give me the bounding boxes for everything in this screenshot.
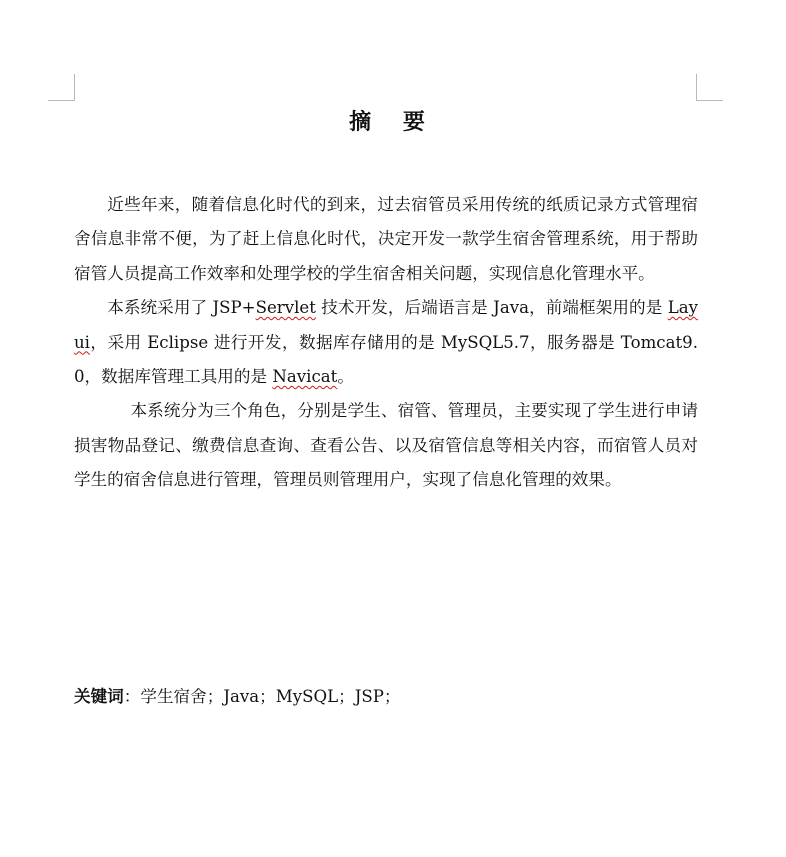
margin-corner-mark-top-left: [48, 74, 75, 101]
paragraph-text: 本系统分为三个角色，分别是学生、宿管、管理员，主要实现了学生进行申请损害物品登记、缴费信息查询、查看公告、以及宿管信息等相关内容，而宿管人员对学生的宿舍信息进行管理，管理员则管理用户，实现了信息化管理的效果。: [74, 401, 698, 490]
keywords-line: [74, 682, 698, 712]
spellcheck-flagged-word: Servlet: [255, 298, 316, 318]
abstract-paragraph-2: [74, 291, 698, 394]
abstract-body: [74, 188, 698, 498]
spellcheck-flagged-word: Layui: [74, 298, 698, 352]
spellcheck-flagged-word: Navicat: [272, 367, 338, 387]
keywords-separator: ：: [123, 687, 141, 706]
abstract-paragraph-1: [74, 188, 698, 291]
paragraph-text: 近些年来，随着信息化时代的到来，过去宿管员采用传统的纸质记录方式管理宿舍信息非常不便，为了赶上信息化时代，决定开发一款学生宿舍管理系统，用于帮助宿管人员提高工作效率和处理学校的学生宿舍相关问题，实现信息化管理水平。: [74, 195, 698, 283]
paragraph-text: 本系统采用了 JSP+: [107, 298, 256, 318]
paragraph-text: 。: [337, 367, 354, 387]
margin-corner-mark-top-right: [696, 74, 723, 101]
abstract-paragraph-3: [74, 394, 698, 497]
keywords-value: 学生宿舍；Java；MySQL；JSP；: [140, 687, 401, 706]
abstract-title: 摘 要: [349, 110, 437, 135]
paragraph-text: ，采用 Eclipse 进行开发，数据库存储用的是 MySQL5.7，服务器是 Tomcat9.0，数据库管理工具用的是: [74, 332, 698, 387]
paragraph-text: 技术开发，后端语言是 Java，前端框架用的是: [315, 298, 668, 318]
keywords-label: 关键词: [74, 687, 124, 706]
